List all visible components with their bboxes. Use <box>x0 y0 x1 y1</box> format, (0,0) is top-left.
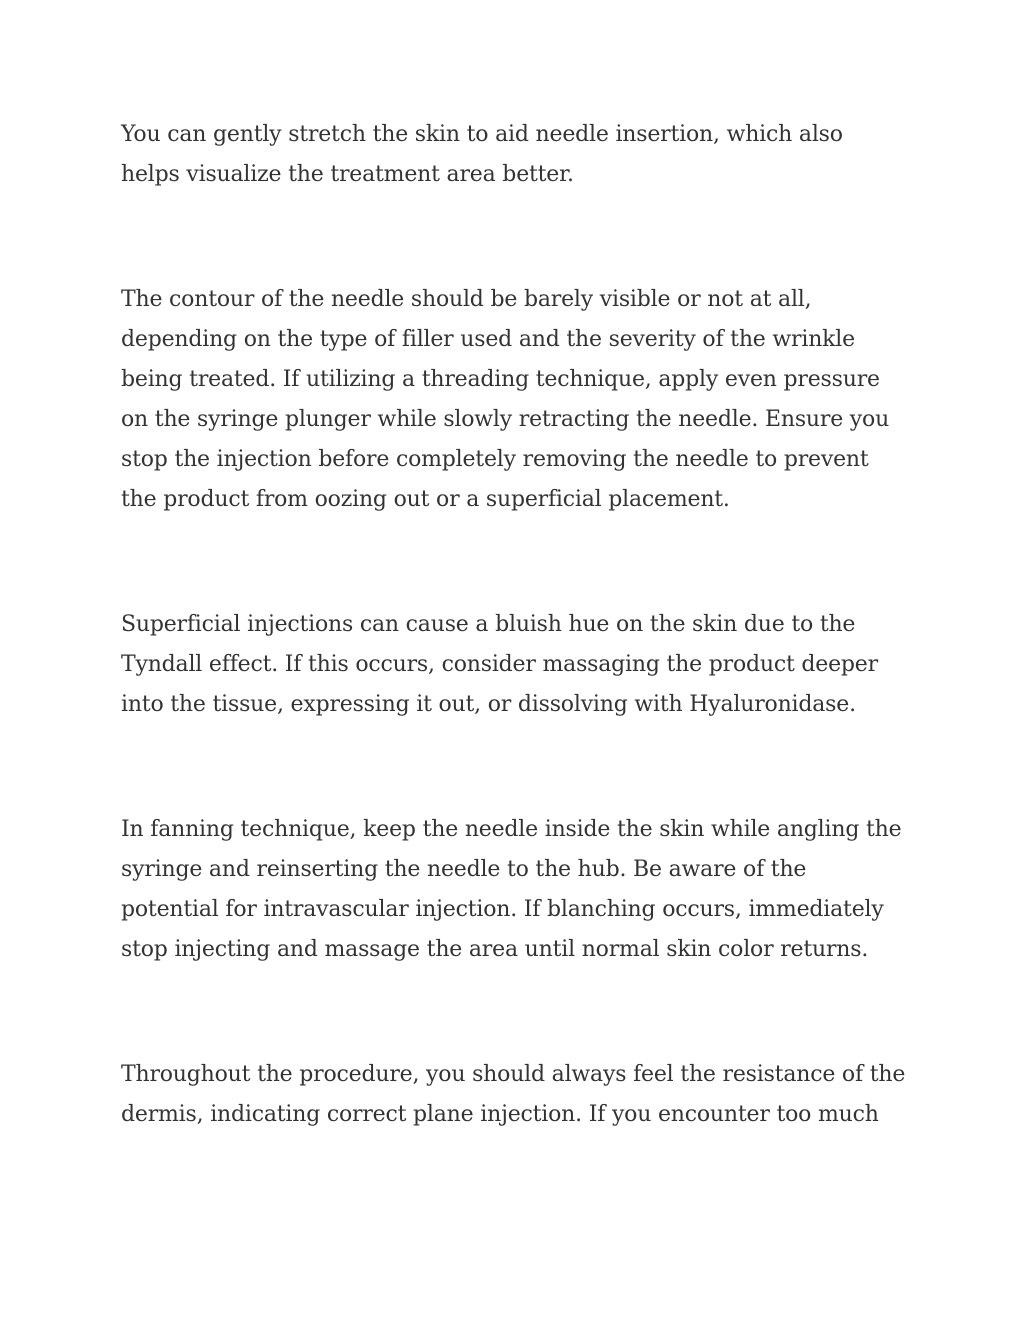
paragraph-dermis-resistance <box>121 1055 921 1135</box>
text-line: Superficial injections can cause a bluish hue on the skin due to the <box>121 612 856 637</box>
text-line: into the tissue, expressing it out, or dissolving with Hyaluronidase. <box>121 692 856 717</box>
text-line: stop injecting and massage the area until normal skin color returns. <box>121 937 869 962</box>
text-line: stop the injection before completely removing the needle to prevent <box>121 447 869 472</box>
text-line: on the syringe plunger while slowly retracting the needle. Ensure you <box>121 407 890 432</box>
paragraph-superficial-injections <box>121 605 921 725</box>
paragraph-needle-contour <box>121 280 921 520</box>
text-line: dermis, indicating correct plane injection. If you encounter too much <box>121 1102 879 1127</box>
text-line: the product from oozing out or a superficial placement. <box>121 487 730 512</box>
paragraph-skin-stretch <box>121 115 921 195</box>
text-line: potential for intravascular injection. If blanching occurs, immediately <box>121 897 884 922</box>
paragraph-fanning-technique <box>121 810 921 970</box>
text-line: syringe and reinserting the needle to the hub. Be aware of the <box>121 857 807 882</box>
text-line: Throughout the procedure, you should always feel the resistance of the <box>121 1062 906 1087</box>
text-line: depending on the type of filler used and the severity of the wrinkle <box>121 327 855 352</box>
text-line: You can gently stretch the skin to aid needle insertion, which also <box>121 122 843 147</box>
text-line: being treated. If utilizing a threading technique, apply even pressure <box>121 367 880 392</box>
text-line: Tyndall effect. If this occurs, consider massaging the product deeper <box>121 652 878 677</box>
text-line: In fanning technique, keep the needle inside the skin while angling the <box>121 817 902 842</box>
text-line: The contour of the needle should be barely visible or not at all, <box>121 287 812 312</box>
text-line: helps visualize the treatment area better. <box>121 162 574 187</box>
